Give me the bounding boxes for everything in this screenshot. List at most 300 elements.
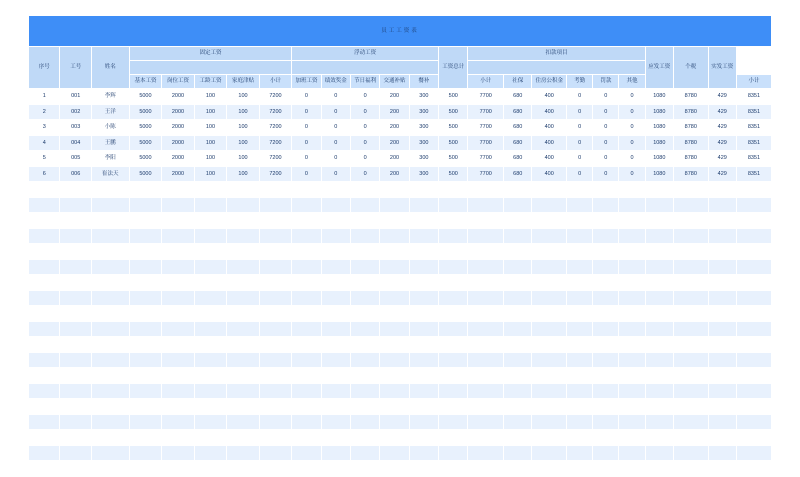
cell-blank-r2-c14: [439, 197, 468, 213]
cell-blank-r7-c7: [227, 275, 260, 291]
cell-blank-r12-c1: [29, 352, 60, 368]
table-row-blank: [29, 197, 772, 213]
cell-blank-r14-c10: [321, 383, 350, 399]
cell-blank-r5-c10: [321, 244, 350, 260]
cell-r2-c18: 0: [567, 104, 593, 120]
cell-blank-r13-c22: [673, 368, 708, 384]
cell-r3-c8: 7200: [259, 120, 292, 136]
cell-blank-r15-c23: [708, 399, 736, 415]
cell-r3-c9: 0: [292, 120, 321, 136]
cell-blank-r5-c20: [619, 244, 645, 260]
cell-blank-r9-c18: [567, 306, 593, 322]
table-row-blank: [29, 399, 772, 415]
cell-blank-r13-c23: [708, 368, 736, 384]
cell-blank-r8-c9: [292, 290, 321, 306]
cell-blank-r14-c6: [194, 383, 227, 399]
cell-r6-c17: 400: [532, 166, 567, 182]
cell-blank-r12-c7: [227, 352, 260, 368]
cell-blank-r17-c23: [708, 430, 736, 446]
cell-blank-r11-c20: [619, 337, 645, 353]
table-row-blank: [29, 259, 772, 275]
header-cell-5: 工资总计: [439, 47, 468, 89]
cell-r1-c20: 0: [619, 89, 645, 105]
cell-blank-r18-c21: [645, 445, 673, 461]
cell-blank-r13-c6: [194, 368, 227, 384]
cell-blank-r12-c16: [504, 352, 532, 368]
cell-blank-r1-c4: [129, 182, 162, 198]
cell-blank-r16-c1: [29, 414, 60, 430]
header-sub-float-2: 节日福利: [350, 75, 379, 89]
table-row: [29, 151, 772, 167]
cell-blank-r9-c9: [292, 306, 321, 322]
cell-r4-c16: 680: [504, 135, 532, 151]
header-sub-float-0: 加班工资: [292, 75, 321, 89]
cell-r5-c10: 0: [321, 151, 350, 167]
cell-blank-r18-c5: [162, 445, 195, 461]
table-row-blank: [29, 352, 772, 368]
table-row-blank: [29, 337, 772, 353]
cell-r4-c18: 0: [567, 135, 593, 151]
cell-blank-r5-c13: [409, 244, 438, 260]
header-cell-0: 序号: [29, 47, 60, 89]
cell-blank-r4-c3: [91, 228, 129, 244]
cell-r4-c7: 100: [227, 135, 260, 151]
cell-blank-r17-c11: [350, 430, 379, 446]
cell-blank-r8-c17: [532, 290, 567, 306]
cell-blank-r9-c22: [673, 306, 708, 322]
cell-r4-c17: 400: [532, 135, 567, 151]
cell-r4-c11: 0: [350, 135, 379, 151]
cell-blank-r19-c1: [29, 461, 60, 477]
cell-r6-c13: 300: [409, 166, 438, 182]
cell-blank-r19-c9: [292, 461, 321, 477]
cell-blank-r14-c23: [708, 383, 736, 399]
cell-blank-r19-c10: [321, 461, 350, 477]
cell-blank-r6-c12: [380, 259, 409, 275]
cell-blank-r18-c13: [409, 445, 438, 461]
cell-blank-r7-c2: [60, 275, 91, 291]
cell-blank-r11-c2: [60, 337, 91, 353]
cell-blank-r15-c19: [593, 399, 619, 415]
cell-blank-r7-c21: [645, 275, 673, 291]
cell-r4-c20: 0: [619, 135, 645, 151]
cell-r1-c1: 1: [29, 89, 60, 105]
header-sub-deduct-1: 住房公积金: [532, 75, 567, 89]
cell-blank-r10-c3: [91, 321, 129, 337]
cell-blank-r4-c17: [532, 228, 567, 244]
cell-blank-r5-c16: [504, 244, 532, 260]
cell-blank-r3-c9: [292, 213, 321, 229]
table-row: [29, 89, 772, 105]
cell-blank-r17-c10: [321, 430, 350, 446]
cell-blank-r16-c7: [227, 414, 260, 430]
cell-blank-r3-c8: [259, 213, 292, 229]
cell-blank-r9-c14: [439, 306, 468, 322]
cell-r6-c4: 5000: [129, 166, 162, 182]
cell-blank-r17-c18: [567, 430, 593, 446]
cell-blank-r1-c11: [350, 182, 379, 198]
cell-blank-r6-c6: [194, 259, 227, 275]
cell-blank-r12-c6: [194, 352, 227, 368]
cell-r5-c19: 0: [593, 151, 619, 167]
cell-blank-r19-c2: [60, 461, 91, 477]
cell-blank-r7-c20: [619, 275, 645, 291]
cell-blank-r16-c23: [708, 414, 736, 430]
cell-r2-c13: 300: [409, 104, 438, 120]
cell-blank-r4-c12: [380, 228, 409, 244]
cell-blank-r18-c9: [292, 445, 321, 461]
cell-blank-r12-c10: [321, 352, 350, 368]
cell-r4-c22: 8780: [673, 135, 708, 151]
cell-blank-r18-c6: [194, 445, 227, 461]
cell-blank-r17-c2: [60, 430, 91, 446]
cell-blank-r5-c6: [194, 244, 227, 260]
cell-r3-c19: 0: [593, 120, 619, 136]
cell-blank-r6-c15: [468, 259, 504, 275]
cell-blank-r10-c23: [708, 321, 736, 337]
cell-r5-c11: 0: [350, 151, 379, 167]
table-row-blank: [29, 414, 772, 430]
cell-blank-r11-c6: [194, 337, 227, 353]
cell-r5-c15: 7700: [468, 151, 504, 167]
cell-blank-r18-c15: [468, 445, 504, 461]
cell-blank-r10-c24: [736, 321, 771, 337]
cell-blank-r11-c9: [292, 337, 321, 353]
cell-r5-c2: 005: [60, 151, 91, 167]
cell-blank-r9-c19: [593, 306, 619, 322]
cell-blank-r11-c24: [736, 337, 771, 353]
cell-blank-r8-c12: [380, 290, 409, 306]
cell-blank-r7-c1: [29, 275, 60, 291]
cell-blank-r19-c4: [129, 461, 162, 477]
cell-blank-r16-c10: [321, 414, 350, 430]
cell-blank-r18-c7: [227, 445, 260, 461]
cell-blank-r6-c24: [736, 259, 771, 275]
cell-r4-c1: 4: [29, 135, 60, 151]
cell-blank-r16-c3: [91, 414, 129, 430]
cell-r2-c8: 7200: [259, 104, 292, 120]
cell-blank-r8-c11: [350, 290, 379, 306]
cell-r6-c12: 200: [380, 166, 409, 182]
cell-blank-r7-c5: [162, 275, 195, 291]
cell-blank-r7-c17: [532, 275, 567, 291]
cell-blank-r10-c15: [468, 321, 504, 337]
cell-r4-c2: 004: [60, 135, 91, 151]
cell-blank-r17-c17: [532, 430, 567, 446]
cell-r5-c12: 200: [380, 151, 409, 167]
cell-blank-r2-c22: [673, 197, 708, 213]
cell-blank-r9-c2: [60, 306, 91, 322]
cell-blank-r10-c4: [129, 321, 162, 337]
cell-blank-r12-c23: [708, 352, 736, 368]
cell-blank-r8-c18: [567, 290, 593, 306]
cell-blank-r2-c13: [409, 197, 438, 213]
cell-blank-r19-c15: [468, 461, 504, 477]
cell-blank-r15-c9: [292, 399, 321, 415]
cell-blank-r2-c1: [29, 197, 60, 213]
cell-r2-c16: 680: [504, 104, 532, 120]
cell-blank-r1-c5: [162, 182, 195, 198]
cell-r1-c14: 500: [439, 89, 468, 105]
cell-blank-r1-c1: [29, 182, 60, 198]
cell-blank-r16-c12: [380, 414, 409, 430]
cell-blank-r11-c3: [91, 337, 129, 353]
cell-blank-r8-c6: [194, 290, 227, 306]
cell-blank-r1-c7: [227, 182, 260, 198]
cell-r1-c21: 1080: [645, 89, 673, 105]
table-row: [29, 120, 772, 136]
cell-blank-r14-c14: [439, 383, 468, 399]
cell-blank-r13-c11: [350, 368, 379, 384]
cell-blank-r1-c23: [708, 182, 736, 198]
cell-blank-r12-c5: [162, 352, 195, 368]
table-row-blank: [29, 275, 772, 291]
cell-blank-r11-c5: [162, 337, 195, 353]
cell-blank-r5-c9: [292, 244, 321, 260]
cell-blank-r9-c24: [736, 306, 771, 322]
cell-blank-r1-c2: [60, 182, 91, 198]
cell-blank-r15-c20: [619, 399, 645, 415]
cell-r2-c21: 1080: [645, 104, 673, 120]
cell-r6-c18: 0: [567, 166, 593, 182]
cell-r2-c7: 100: [227, 104, 260, 120]
cell-r2-c14: 500: [439, 104, 468, 120]
salary-sheet: [28, 15, 772, 477]
cell-r4-c12: 200: [380, 135, 409, 151]
cell-blank-r14-c5: [162, 383, 195, 399]
cell-r5-c4: 5000: [129, 151, 162, 167]
cell-r1-c24: 8351: [736, 89, 771, 105]
cell-blank-r3-c24: [736, 213, 771, 229]
cell-blank-r9-c8: [259, 306, 292, 322]
cell-blank-r6-c11: [350, 259, 379, 275]
cell-blank-r10-c21: [645, 321, 673, 337]
cell-blank-r13-c1: [29, 368, 60, 384]
cell-blank-r6-c23: [708, 259, 736, 275]
cell-blank-r8-c1: [29, 290, 60, 306]
header-float-spacer: [292, 61, 439, 75]
page-title: 员工工资表: [29, 16, 772, 47]
cell-r3-c3: 小陈: [91, 120, 129, 136]
cell-blank-r5-c14: [439, 244, 468, 260]
cell-blank-r19-c23: [708, 461, 736, 477]
cell-r1-c19: 0: [593, 89, 619, 105]
table-row-blank: [29, 182, 772, 198]
cell-blank-r17-c20: [619, 430, 645, 446]
cell-r1-c10: 0: [321, 89, 350, 105]
cell-blank-r10-c18: [567, 321, 593, 337]
cell-r3-c16: 680: [504, 120, 532, 136]
cell-blank-r14-c20: [619, 383, 645, 399]
cell-blank-r14-c8: [259, 383, 292, 399]
cell-blank-r5-c24: [736, 244, 771, 260]
cell-r3-c17: 400: [532, 120, 567, 136]
cell-blank-r6-c10: [321, 259, 350, 275]
cell-r3-c1: 3: [29, 120, 60, 136]
cell-blank-r1-c21: [645, 182, 673, 198]
cell-r3-c21: 1080: [645, 120, 673, 136]
cell-blank-r15-c12: [380, 399, 409, 415]
cell-r3-c15: 7700: [468, 120, 504, 136]
cell-blank-r6-c5: [162, 259, 195, 275]
table-row: [29, 135, 772, 151]
cell-r6-c6: 100: [194, 166, 227, 182]
cell-blank-r8-c3: [91, 290, 129, 306]
cell-r5-c13: 300: [409, 151, 438, 167]
cell-blank-r8-c19: [593, 290, 619, 306]
cell-blank-r2-c17: [532, 197, 567, 213]
cell-blank-r13-c12: [380, 368, 409, 384]
cell-r5-c9: 0: [292, 151, 321, 167]
cell-blank-r5-c22: [673, 244, 708, 260]
table-row-blank: [29, 306, 772, 322]
cell-blank-r3-c10: [321, 213, 350, 229]
cell-r2-c6: 100: [194, 104, 227, 120]
cell-blank-r3-c22: [673, 213, 708, 229]
cell-blank-r6-c3: [91, 259, 129, 275]
cell-blank-r9-c5: [162, 306, 195, 322]
cell-blank-r15-c3: [91, 399, 129, 415]
cell-r1-c5: 2000: [162, 89, 195, 105]
cell-blank-r19-c18: [567, 461, 593, 477]
cell-blank-r11-c4: [129, 337, 162, 353]
cell-blank-r8-c13: [409, 290, 438, 306]
cell-blank-r15-c24: [736, 399, 771, 415]
cell-blank-r16-c4: [129, 414, 162, 430]
header-sub-fixed-3: 家庭津贴: [227, 75, 260, 89]
cell-blank-r8-c2: [60, 290, 91, 306]
cell-blank-r10-c20: [619, 321, 645, 337]
cell-blank-r12-c2: [60, 352, 91, 368]
cell-blank-r16-c17: [532, 414, 567, 430]
cell-blank-r17-c24: [736, 430, 771, 446]
cell-r2-c11: 0: [350, 104, 379, 120]
cell-r3-c20: 0: [619, 120, 645, 136]
cell-blank-r15-c6: [194, 399, 227, 415]
cell-blank-r15-c16: [504, 399, 532, 415]
cell-blank-r9-c15: [468, 306, 504, 322]
cell-r3-c24: 8351: [736, 120, 771, 136]
cell-blank-r2-c2: [60, 197, 91, 213]
cell-blank-r9-c23: [708, 306, 736, 322]
cell-r3-c2: 003: [60, 120, 91, 136]
cell-blank-r12-c11: [350, 352, 379, 368]
cell-blank-r4-c5: [162, 228, 195, 244]
cell-r1-c23: 429: [708, 89, 736, 105]
cell-blank-r18-c19: [593, 445, 619, 461]
header-sub-fixed-1: 岗位工资: [162, 75, 195, 89]
cell-r3-c13: 300: [409, 120, 438, 136]
cell-blank-r8-c24: [736, 290, 771, 306]
cell-r6-c8: 7200: [259, 166, 292, 182]
cell-r4-c13: 300: [409, 135, 438, 151]
cell-r6-c20: 0: [619, 166, 645, 182]
cell-blank-r6-c16: [504, 259, 532, 275]
cell-blank-r3-c19: [593, 213, 619, 229]
cell-r3-c22: 8780: [673, 120, 708, 136]
cell-blank-r8-c14: [439, 290, 468, 306]
cell-blank-r9-c13: [409, 306, 438, 322]
cell-r3-c6: 100: [194, 120, 227, 136]
cell-blank-r10-c1: [29, 321, 60, 337]
cell-blank-r3-c2: [60, 213, 91, 229]
cell-blank-r3-c5: [162, 213, 195, 229]
cell-blank-r18-c23: [708, 445, 736, 461]
cell-r1-c16: 680: [504, 89, 532, 105]
cell-blank-r14-c3: [91, 383, 129, 399]
cell-blank-r19-c24: [736, 461, 771, 477]
cell-blank-r19-c13: [409, 461, 438, 477]
cell-blank-r9-c11: [350, 306, 379, 322]
cell-blank-r14-c11: [350, 383, 379, 399]
cell-r4-c8: 7200: [259, 135, 292, 151]
cell-r2-c22: 8780: [673, 104, 708, 120]
cell-blank-r16-c19: [593, 414, 619, 430]
cell-blank-r12-c3: [91, 352, 129, 368]
cell-blank-r12-c15: [468, 352, 504, 368]
cell-blank-r16-c13: [409, 414, 438, 430]
cell-blank-r11-c15: [468, 337, 504, 353]
cell-blank-r18-c17: [532, 445, 567, 461]
cell-blank-r10-c17: [532, 321, 567, 337]
cell-blank-r19-c22: [673, 461, 708, 477]
cell-blank-r11-c11: [350, 337, 379, 353]
cell-r5-c8: 7200: [259, 151, 292, 167]
cell-blank-r11-c1: [29, 337, 60, 353]
cell-blank-r4-c20: [619, 228, 645, 244]
cell-blank-r9-c1: [29, 306, 60, 322]
table-row: [29, 104, 772, 120]
cell-blank-r12-c24: [736, 352, 771, 368]
cell-blank-r5-c5: [162, 244, 195, 260]
cell-blank-r2-c11: [350, 197, 379, 213]
cell-r6-c15: 7700: [468, 166, 504, 182]
cell-blank-r1-c16: [504, 182, 532, 198]
cell-blank-r4-c24: [736, 228, 771, 244]
cell-blank-r13-c7: [227, 368, 260, 384]
cell-blank-r15-c10: [321, 399, 350, 415]
header-sub-deduct-3: 罚款: [593, 75, 619, 89]
cell-blank-r11-c8: [259, 337, 292, 353]
cell-blank-r15-c1: [29, 399, 60, 415]
cell-blank-r8-c15: [468, 290, 504, 306]
cell-blank-r9-c17: [532, 306, 567, 322]
cell-blank-r4-c16: [504, 228, 532, 244]
cell-blank-r4-c15: [468, 228, 504, 244]
cell-blank-r6-c7: [227, 259, 260, 275]
cell-blank-r15-c21: [645, 399, 673, 415]
cell-blank-r5-c17: [532, 244, 567, 260]
cell-r4-c23: 429: [708, 135, 736, 151]
cell-blank-r2-c20: [619, 197, 645, 213]
cell-blank-r3-c17: [532, 213, 567, 229]
cell-blank-r5-c8: [259, 244, 292, 260]
cell-blank-r13-c18: [567, 368, 593, 384]
header-sub-float-4: 餐补: [409, 75, 438, 89]
cell-r2-c19: 0: [593, 104, 619, 120]
cell-r5-c23: 429: [708, 151, 736, 167]
cell-blank-r1-c10: [321, 182, 350, 198]
cell-blank-r3-c20: [619, 213, 645, 229]
cell-blank-r4-c6: [194, 228, 227, 244]
cell-blank-r19-c14: [439, 461, 468, 477]
cell-blank-r15-c15: [468, 399, 504, 415]
cell-blank-r4-c21: [645, 228, 673, 244]
cell-r5-c22: 8780: [673, 151, 708, 167]
cell-blank-r14-c15: [468, 383, 504, 399]
header-sub-deduct-5: 小计: [736, 75, 771, 89]
cell-blank-r11-c22: [673, 337, 708, 353]
